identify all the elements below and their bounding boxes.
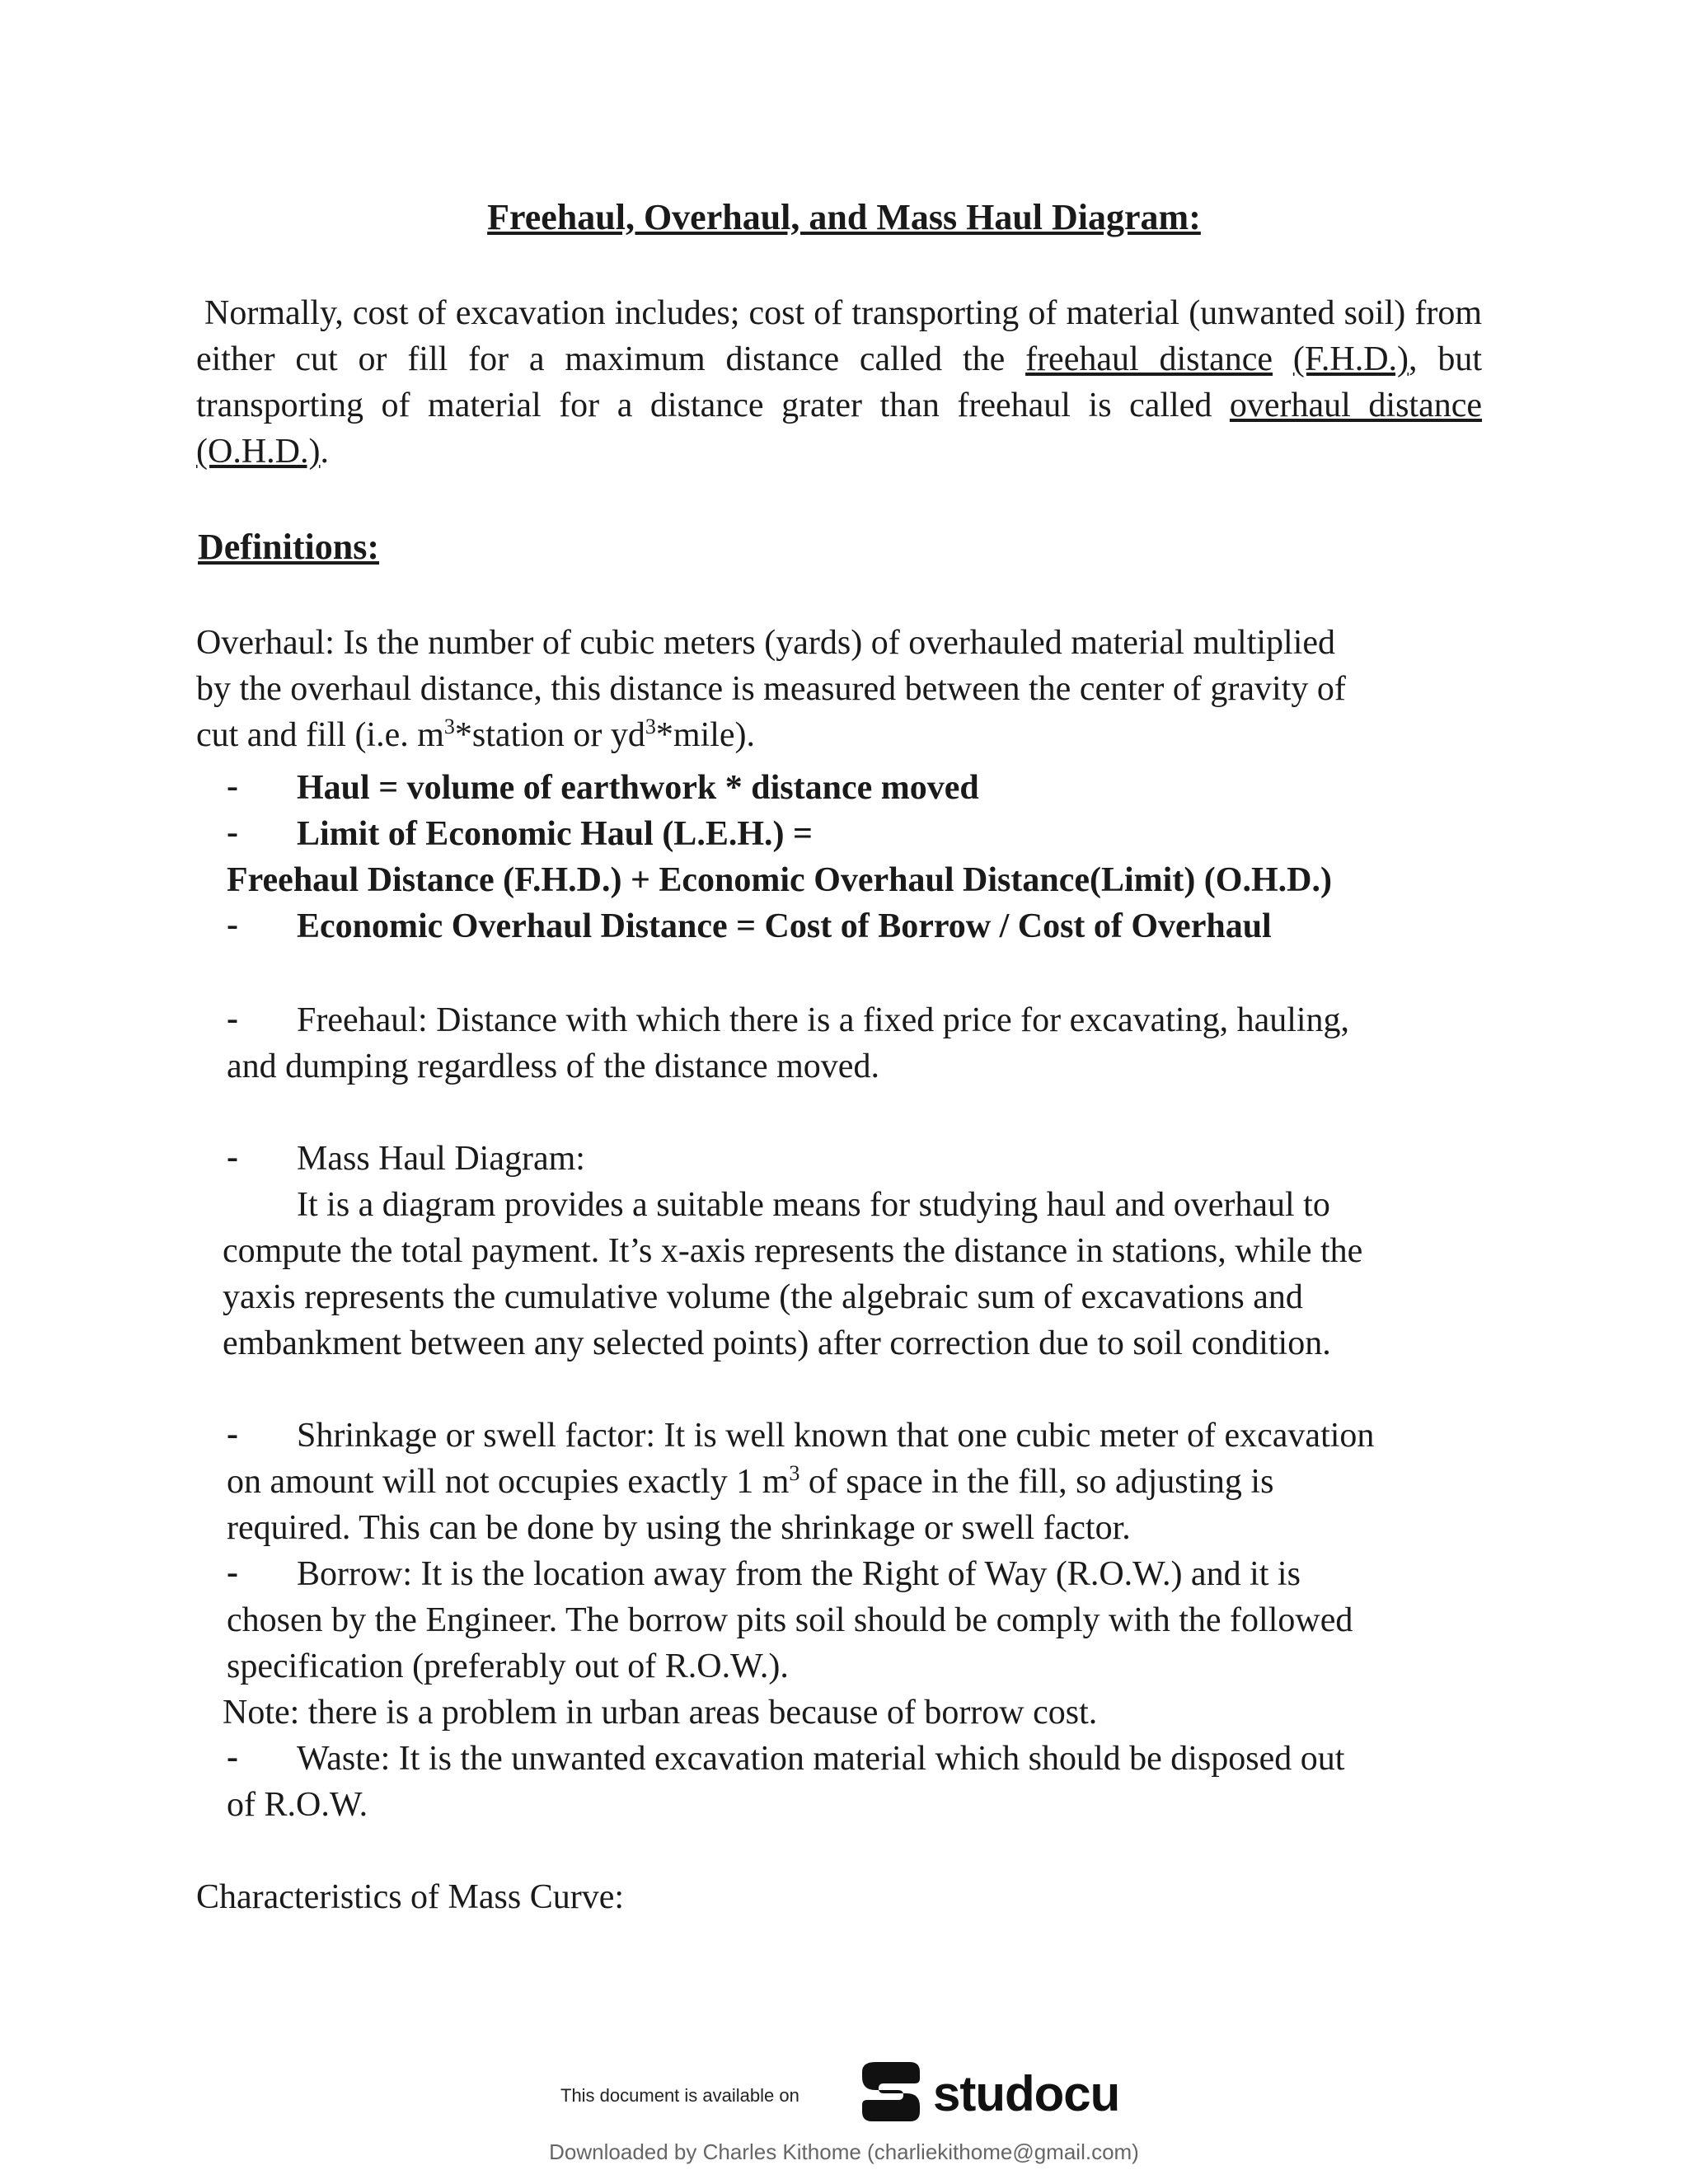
bullet-dash: - [227,1738,238,1776]
mass-haul-line-1: It is a diagram provides a suitable means for studying haul and overhaul to [297,1186,1330,1224]
shrinkage-line-2: on amount will not occupies exactly 1 $m^3$ of space in the fill, so adjusting is [227,1461,1274,1501]
leh-formula-continued: Freehaul Distance (F.H.D.) + Economic Overhaul Distance(Limit) (O.H.D.) [227,861,1332,899]
bullet-dash: - [227,906,238,944]
shrinkage-line-3: required. This can be done by using the shrinkage or swell factor. [227,1509,1131,1547]
note-text: Note: there is a problem in urban areas because of borrow cost. [223,1694,1098,1732]
freehaul-line-1: Freehaul: Distance with which there is a fixed price for excavating, hauling, [297,1001,1350,1039]
characteristics-heading: Characteristics of Mass Curve: [196,1878,625,1916]
waste-line-1: Waste: It is the unwanted excavation material which should be disposed out [297,1740,1345,1778]
borrow-line-3: specification (preferably out of R.O.W.). [227,1647,789,1685]
freehaul-distance-term: freehaul distance [1025,340,1273,378]
haul-formula: Haul = volume of earthwork * distance moved [297,769,979,807]
studocu-logo[interactable] [859,2059,1119,2129]
availability-note: This document is available on [560,2085,799,2106]
mass-haul-heading: Mass Haul Diagram: [297,1140,585,1178]
freehaul-line-2: and dumping regardless of the distance moved. [227,1047,879,1085]
studocu-icon [859,2059,923,2129]
overhaul-distance-term: overhaul distance [1229,387,1483,424]
overhaul-line-2: by the overhaul distance, this distance is measured between the center of gravity of [196,670,1346,708]
bullet-dash: - [227,813,238,851]
overhaul-line-3: cut and fill (i.e. $m^3*station$ or $yd^3*mile$). [196,715,756,754]
borrow-line-2: chosen by the Engineer. The borrow pits soil should be comply with the followed [227,1601,1353,1639]
economic-overhaul-formula: Economic Overhaul Distance = Cost of Borrow / Cost of Overhaul [297,907,1272,945]
intro-text-1: Normally, cost of excavation includes; cost of transporting of material (unwanted soil) from either cut or fill for a maximum distance called the [196,294,1482,378]
overhaul-line-1: Overhaul: Is the number of cubic meters (yards) of overhauled material multiplied [196,624,1336,662]
mass-haul-line-3: yaxis represents the cumulative volume (the algebraic sum of excavations and [223,1278,1303,1316]
page-title: Freehaul, Overhaul, and Mass Haul Diagram: [487,197,1201,237]
intro-paragraph: Normally, cost of excavation includes; cost of transporting of material (unwanted soil) from either cut or fill for a maximum distance called the freehaul distance (F.H.D.), but transporting of material for a distance grater than freehaul is called overhaul distance (O.H.D.). [196,294,1483,471]
bullet-dash: - [227,1000,238,1038]
leh-formula: Limit of Economic Haul (L.E.H.) = [297,815,813,853]
bullet-dash: - [227,767,238,805]
definitions-heading: Definitions: [198,527,379,567]
bullet-dash: - [227,1554,238,1591]
bullet-dash: - [227,1415,238,1453]
mass-haul-line-2: compute the total payment. It’s x-axis represents the distance in stations, while the [223,1232,1363,1270]
mass-haul-line-4: embankment between any selected points) after correction due to soil condition. [223,1324,1331,1362]
ohd-abbreviation: (O.H.D.) [196,433,321,471]
intro-text-2: , but transporting of material for a distance grater than freehaul is called [196,340,1482,424]
downloaded-by-note: Downloaded by Charles Kithome (charliekithome@gmail.com) [549,2139,1139,2164]
bullet-dash: - [227,1138,238,1176]
fhd-abbreviation: (F.H.D.) [1292,340,1409,378]
studocu-wordmark: studocu [933,2066,1120,2121]
waste-line-2: of R.O.W. [227,1786,368,1824]
borrow-line-1: Borrow: It is the location away from the Right of Way (R.O.W.) and it is [297,1555,1301,1593]
shrinkage-line-1: Shrinkage or swell factor: It is well known that one cubic meter of excavation [297,1417,1375,1455]
